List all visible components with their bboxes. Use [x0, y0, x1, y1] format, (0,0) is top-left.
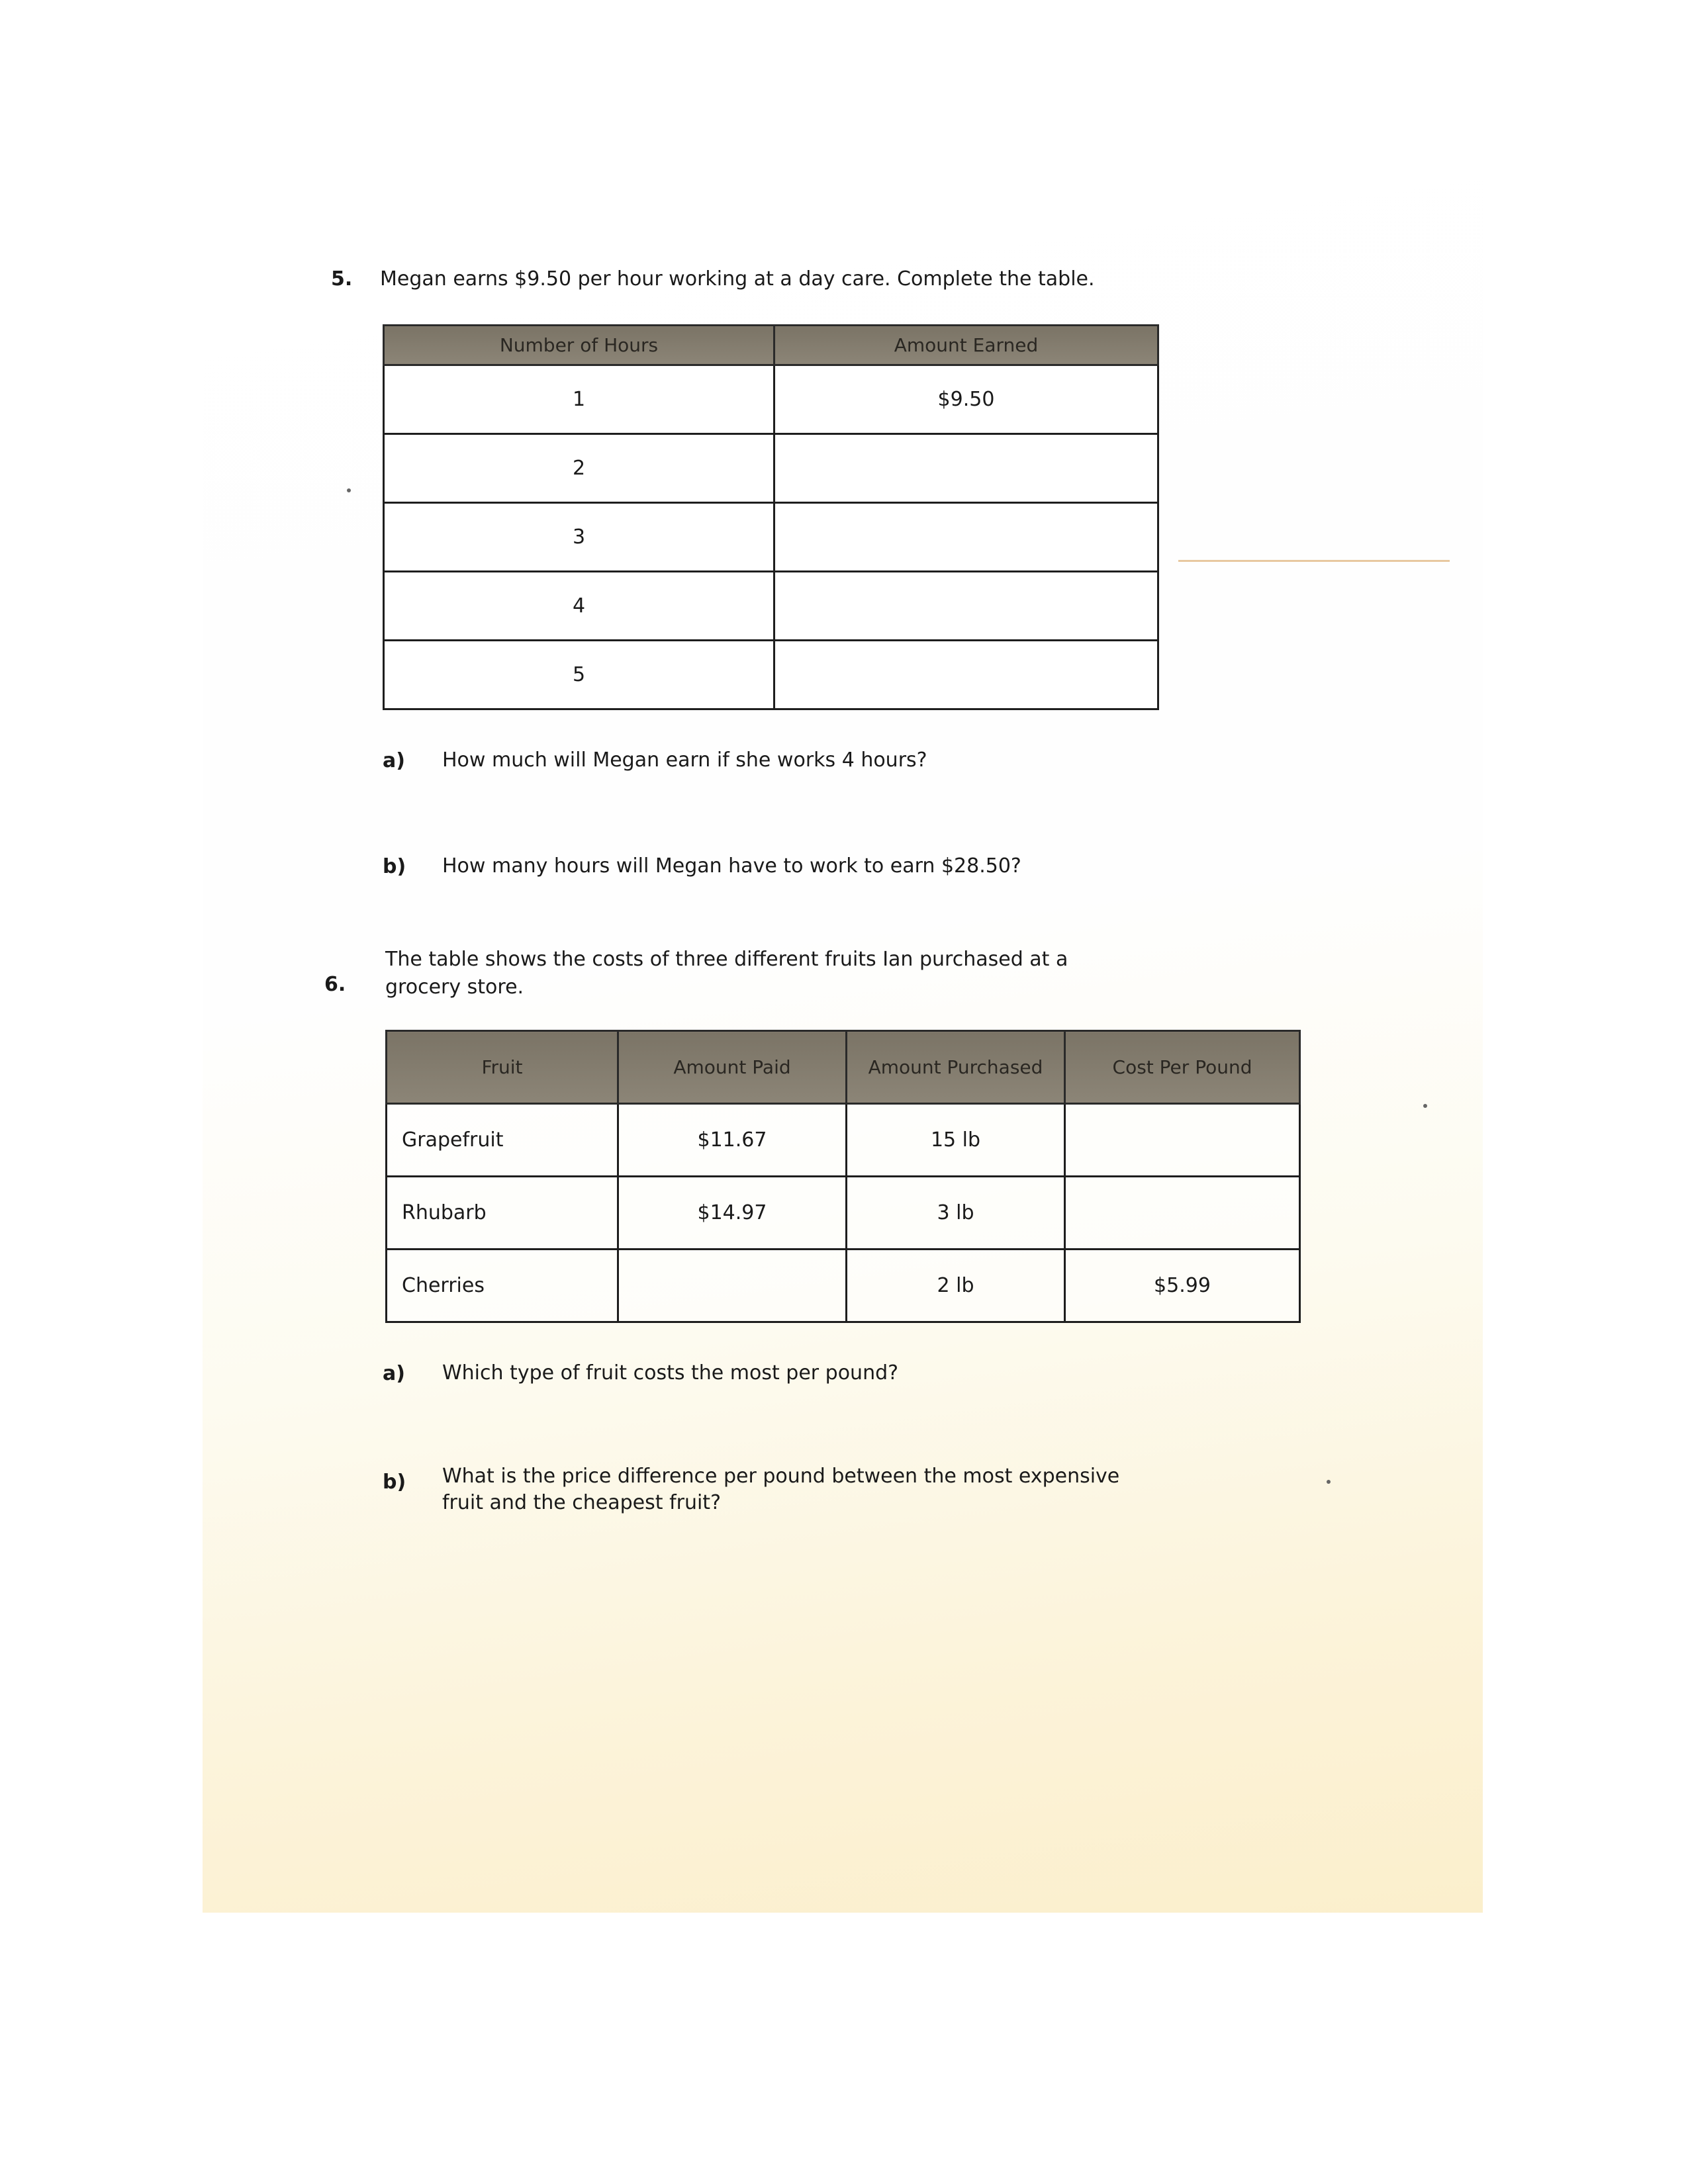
stray-dot [347, 488, 351, 492]
q5-part-a-question: How much will Megan earn if she works 4 hours? [442, 749, 927, 772]
earned-cell[interactable] [774, 572, 1158, 641]
hours-cell: 3 [384, 503, 774, 572]
table-row [384, 365, 1158, 434]
amount-paid-cell[interactable] [618, 1250, 847, 1322]
amount-purchased-cell: 2 lb [847, 1250, 1065, 1322]
amount-paid-cell: $11.67 [618, 1104, 847, 1177]
question-6-number: 6. [324, 973, 346, 996]
q5-part-b-question: How many hours will Megan have to work to earn $28.50? [442, 854, 1021, 878]
earned-cell[interactable] [774, 641, 1158, 709]
fruit-name-cell: Rhubarb [387, 1177, 618, 1250]
question-6-prompt-line2: grocery store. [385, 976, 524, 999]
earned-cell[interactable]: $9.50 [774, 365, 1158, 434]
cost-per-pound-cell[interactable] [1065, 1104, 1300, 1177]
header-number-of-hours: Number of Hours [384, 326, 774, 365]
hours-cell: 1 [384, 365, 774, 434]
cost-per-pound-cell: $5.99 [1065, 1250, 1300, 1322]
hours-cell: 4 [384, 572, 774, 641]
earned-cell[interactable] [774, 503, 1158, 572]
header-fruit: Fruit [387, 1031, 618, 1104]
table-row [384, 434, 1158, 503]
header-amount-purchased: Amount Purchased [847, 1031, 1065, 1104]
q5-hours-earnings-table [383, 324, 1159, 710]
q6-part-b-question-line1: What is the price difference per pound between the most expensive [442, 1465, 1120, 1488]
table-row [384, 641, 1158, 709]
table-header-row [387, 1031, 1300, 1104]
question-5-number: 5. [331, 267, 353, 291]
header-amount-earned: Amount Earned [774, 326, 1158, 365]
cost-per-pound-cell[interactable] [1065, 1177, 1300, 1250]
header-amount-paid: Amount Paid [618, 1031, 847, 1104]
table-row [384, 572, 1158, 641]
amount-purchased-cell: 3 lb [847, 1177, 1065, 1250]
table-row [387, 1250, 1300, 1322]
question-5-prompt: Megan earns $9.50 per hour working at a day care. Complete the table. [380, 267, 1095, 291]
table-row [387, 1177, 1300, 1250]
q5-part-b-label: b) [383, 855, 406, 878]
stray-dot [1423, 1104, 1427, 1108]
hours-cell: 5 [384, 641, 774, 709]
earned-cell[interactable] [774, 434, 1158, 503]
amount-purchased-cell: 15 lb [847, 1104, 1065, 1177]
table-row [384, 503, 1158, 572]
header-cost-per-pound: Cost Per Pound [1065, 1031, 1300, 1104]
stray-dot [1327, 1480, 1331, 1484]
fruit-name-cell: Cherries [387, 1250, 618, 1322]
table-header-row [384, 326, 1158, 365]
question-6-prompt-line1: The table shows the costs of three different fruits Ian purchased at a [385, 948, 1068, 971]
amount-paid-cell: $14.97 [618, 1177, 847, 1250]
q6-part-b-label: b) [383, 1471, 406, 1494]
stray-pencil-mark [1178, 560, 1450, 562]
q6-part-a-label: a) [383, 1362, 405, 1385]
q5-part-a-label: a) [383, 749, 405, 772]
q6-part-a-question: Which type of fruit costs the most per pound? [442, 1361, 899, 1385]
fruit-name-cell: Grapefruit [387, 1104, 618, 1177]
hours-cell: 2 [384, 434, 774, 503]
q6-fruit-cost-table [385, 1030, 1301, 1323]
q6-part-b-question-line2: fruit and the cheapest fruit? [442, 1491, 721, 1514]
table-row [387, 1104, 1300, 1177]
